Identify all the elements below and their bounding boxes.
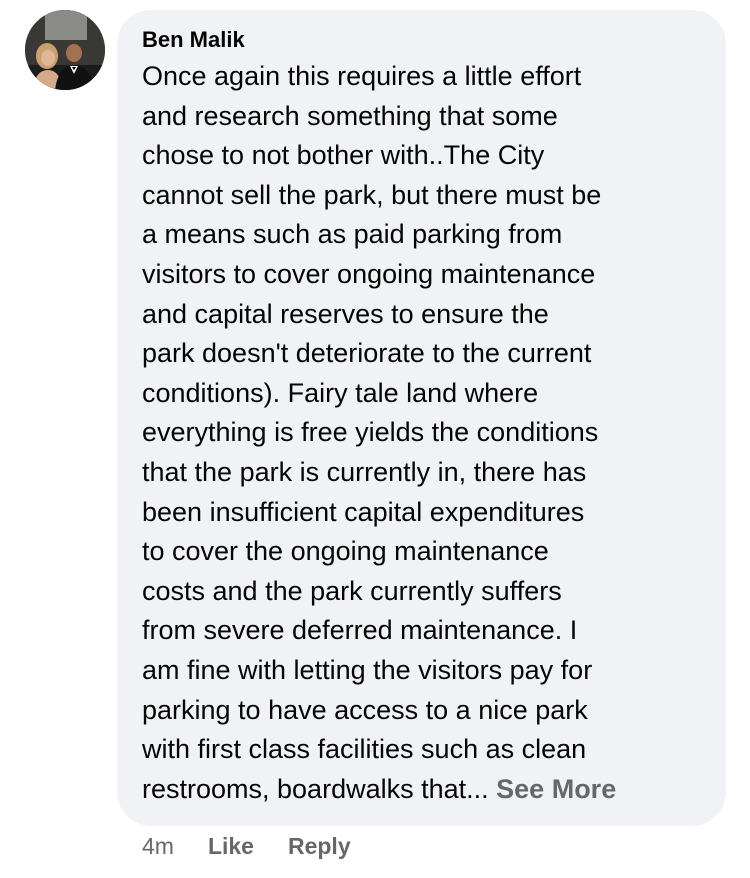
comment-bubble — [117, 10, 726, 826]
comment-line: been insufficient capital expenditures — [142, 496, 585, 527]
comment-line: a means such as paid parking from — [142, 219, 563, 250]
avatar[interactable] — [25, 10, 105, 90]
comment-line: that the park is currently in, there has — [142, 456, 587, 487]
comment-line-text: restrooms, boardwalks that... — [142, 773, 489, 804]
comment-line: cannot sell the park, but there must be — [142, 179, 602, 210]
comment-line: am fine with letting the visitors pay for — [142, 654, 593, 685]
comment-line: conditions). Fairy tale land where — [142, 377, 539, 408]
comment-line: everything is free yields the conditions — [142, 417, 599, 448]
like-button[interactable]: Like — [207, 832, 254, 859]
timestamp[interactable]: 4m — [142, 832, 174, 859]
comment-line: chose to not bother with..The City — [142, 140, 545, 171]
author-name[interactable]: Ben Malik — [142, 27, 245, 52]
comment-line: Once again this requires a little effort — [142, 61, 582, 91]
see-more-link[interactable]: See More — [496, 773, 617, 804]
comment-line: from severe deferred maintenance. I — [142, 615, 578, 646]
reply-button[interactable]: Reply — [287, 832, 351, 859]
comment-line: and capital reserves to ensure the — [142, 298, 549, 329]
comment-line: to cover the ongoing maintenance — [142, 536, 549, 567]
comment-line: park doesn't deteriorate to the current — [142, 338, 592, 369]
comment-line-last — [142, 770, 712, 810]
avatar-photo-icon — [25, 10, 105, 90]
comment-text — [142, 57, 712, 809]
comment-line: and research something that some — [142, 100, 558, 131]
comment-line: with first class facilities such as clean — [142, 734, 587, 765]
comment-actions — [142, 828, 385, 864]
comment-line: parking to have access to a nice park — [142, 694, 588, 725]
comment-line: costs and the park currently suffers — [142, 575, 562, 606]
comment-line: visitors to cover ongoing maintenance — [142, 258, 596, 289]
